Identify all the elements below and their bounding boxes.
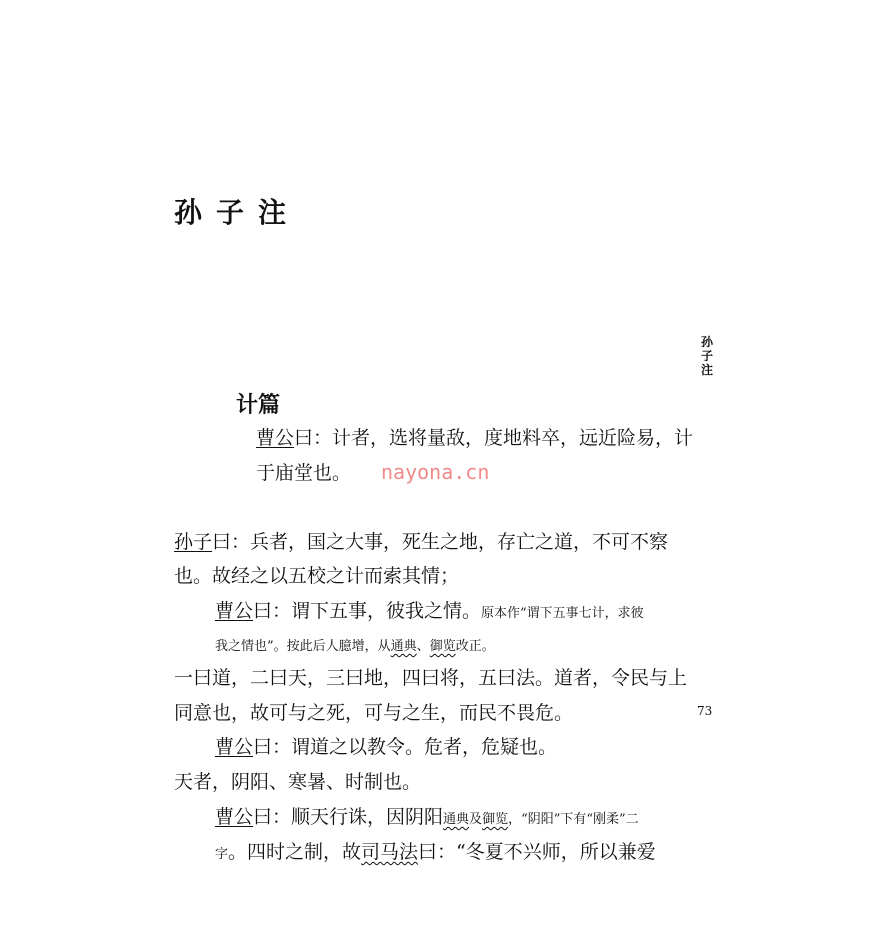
commentary-text: 于庙堂也。 xyxy=(256,462,352,484)
watermark: nayona.cn xyxy=(381,460,490,484)
editorial-note: 我之情也”。按此后人臆增，从 xyxy=(215,639,391,654)
book-reference: 司马法 xyxy=(361,841,419,863)
speaker-name: 曹公 xyxy=(215,806,254,828)
chapter-title: 计篇 xyxy=(236,392,281,418)
speaker-name: 曹公 xyxy=(215,600,254,622)
commentary-text: 曰：谓下五事，彼我之情。 xyxy=(253,600,482,622)
main-text-line xyxy=(174,768,421,796)
speaker-name: 曹公 xyxy=(256,427,295,449)
separator: 、 xyxy=(416,639,430,654)
commentary-text: 曰：顺天行诛，因阴阳 xyxy=(253,806,444,828)
commentary-line xyxy=(256,424,693,452)
commentary-text: 曰：谓道之以教令。危者，危疑也。 xyxy=(253,736,558,758)
commentary-text: 。四时之制，故 xyxy=(228,841,362,863)
book-title: 孙子注 xyxy=(174,196,301,229)
main-text-line xyxy=(174,562,459,590)
editorial-note: ，“阴阳”下有“刚柔”二 xyxy=(508,812,639,827)
main-text-line xyxy=(174,664,687,692)
main-text: 同意也，故可与之死，可与之生，而民不畏危。 xyxy=(174,702,574,724)
commentary-line xyxy=(215,838,656,869)
commentary-line xyxy=(256,458,489,487)
book-reference: 御览 xyxy=(429,639,456,654)
editorial-note: 原本作“谓下五事七计，求彼 xyxy=(481,606,644,621)
commentary-line xyxy=(215,803,639,834)
commentary-line xyxy=(215,733,557,761)
main-text-line xyxy=(174,699,573,727)
editorial-note-line xyxy=(215,630,495,661)
speaker-name: 曹公 xyxy=(215,736,254,758)
book-reference: 通典 xyxy=(443,812,470,827)
main-text: 一曰道，二曰天，三曰地，四曰将，五曰法。道者，令民与上 xyxy=(174,667,688,689)
commentary-line xyxy=(215,597,644,628)
main-text: 也。故经之以五校之计而索其情； xyxy=(174,565,460,587)
running-head: 孙子注 xyxy=(700,335,713,377)
commentary-text: 曰：“冬夏不兴师，所以兼爱 xyxy=(418,841,656,863)
book-reference: 通典 xyxy=(390,639,417,654)
main-text-line xyxy=(174,528,668,556)
commentary-text: 曰：计者，选将量敌，度地料卒，远近险易，计 xyxy=(294,427,694,449)
editorial-note: 及 xyxy=(469,812,483,827)
editorial-note: 改正。 xyxy=(455,639,495,654)
book-reference: 御览 xyxy=(482,812,509,827)
page-number: 73 xyxy=(697,704,713,718)
speaker-name: 孙子 xyxy=(174,531,213,553)
main-text: 天者，阴阳、寒暑、时制也。 xyxy=(174,771,422,793)
main-text: 曰：兵者，国之大事，死生之地，存亡之道，不可不察 xyxy=(212,531,669,553)
editorial-note: 字 xyxy=(215,847,229,862)
